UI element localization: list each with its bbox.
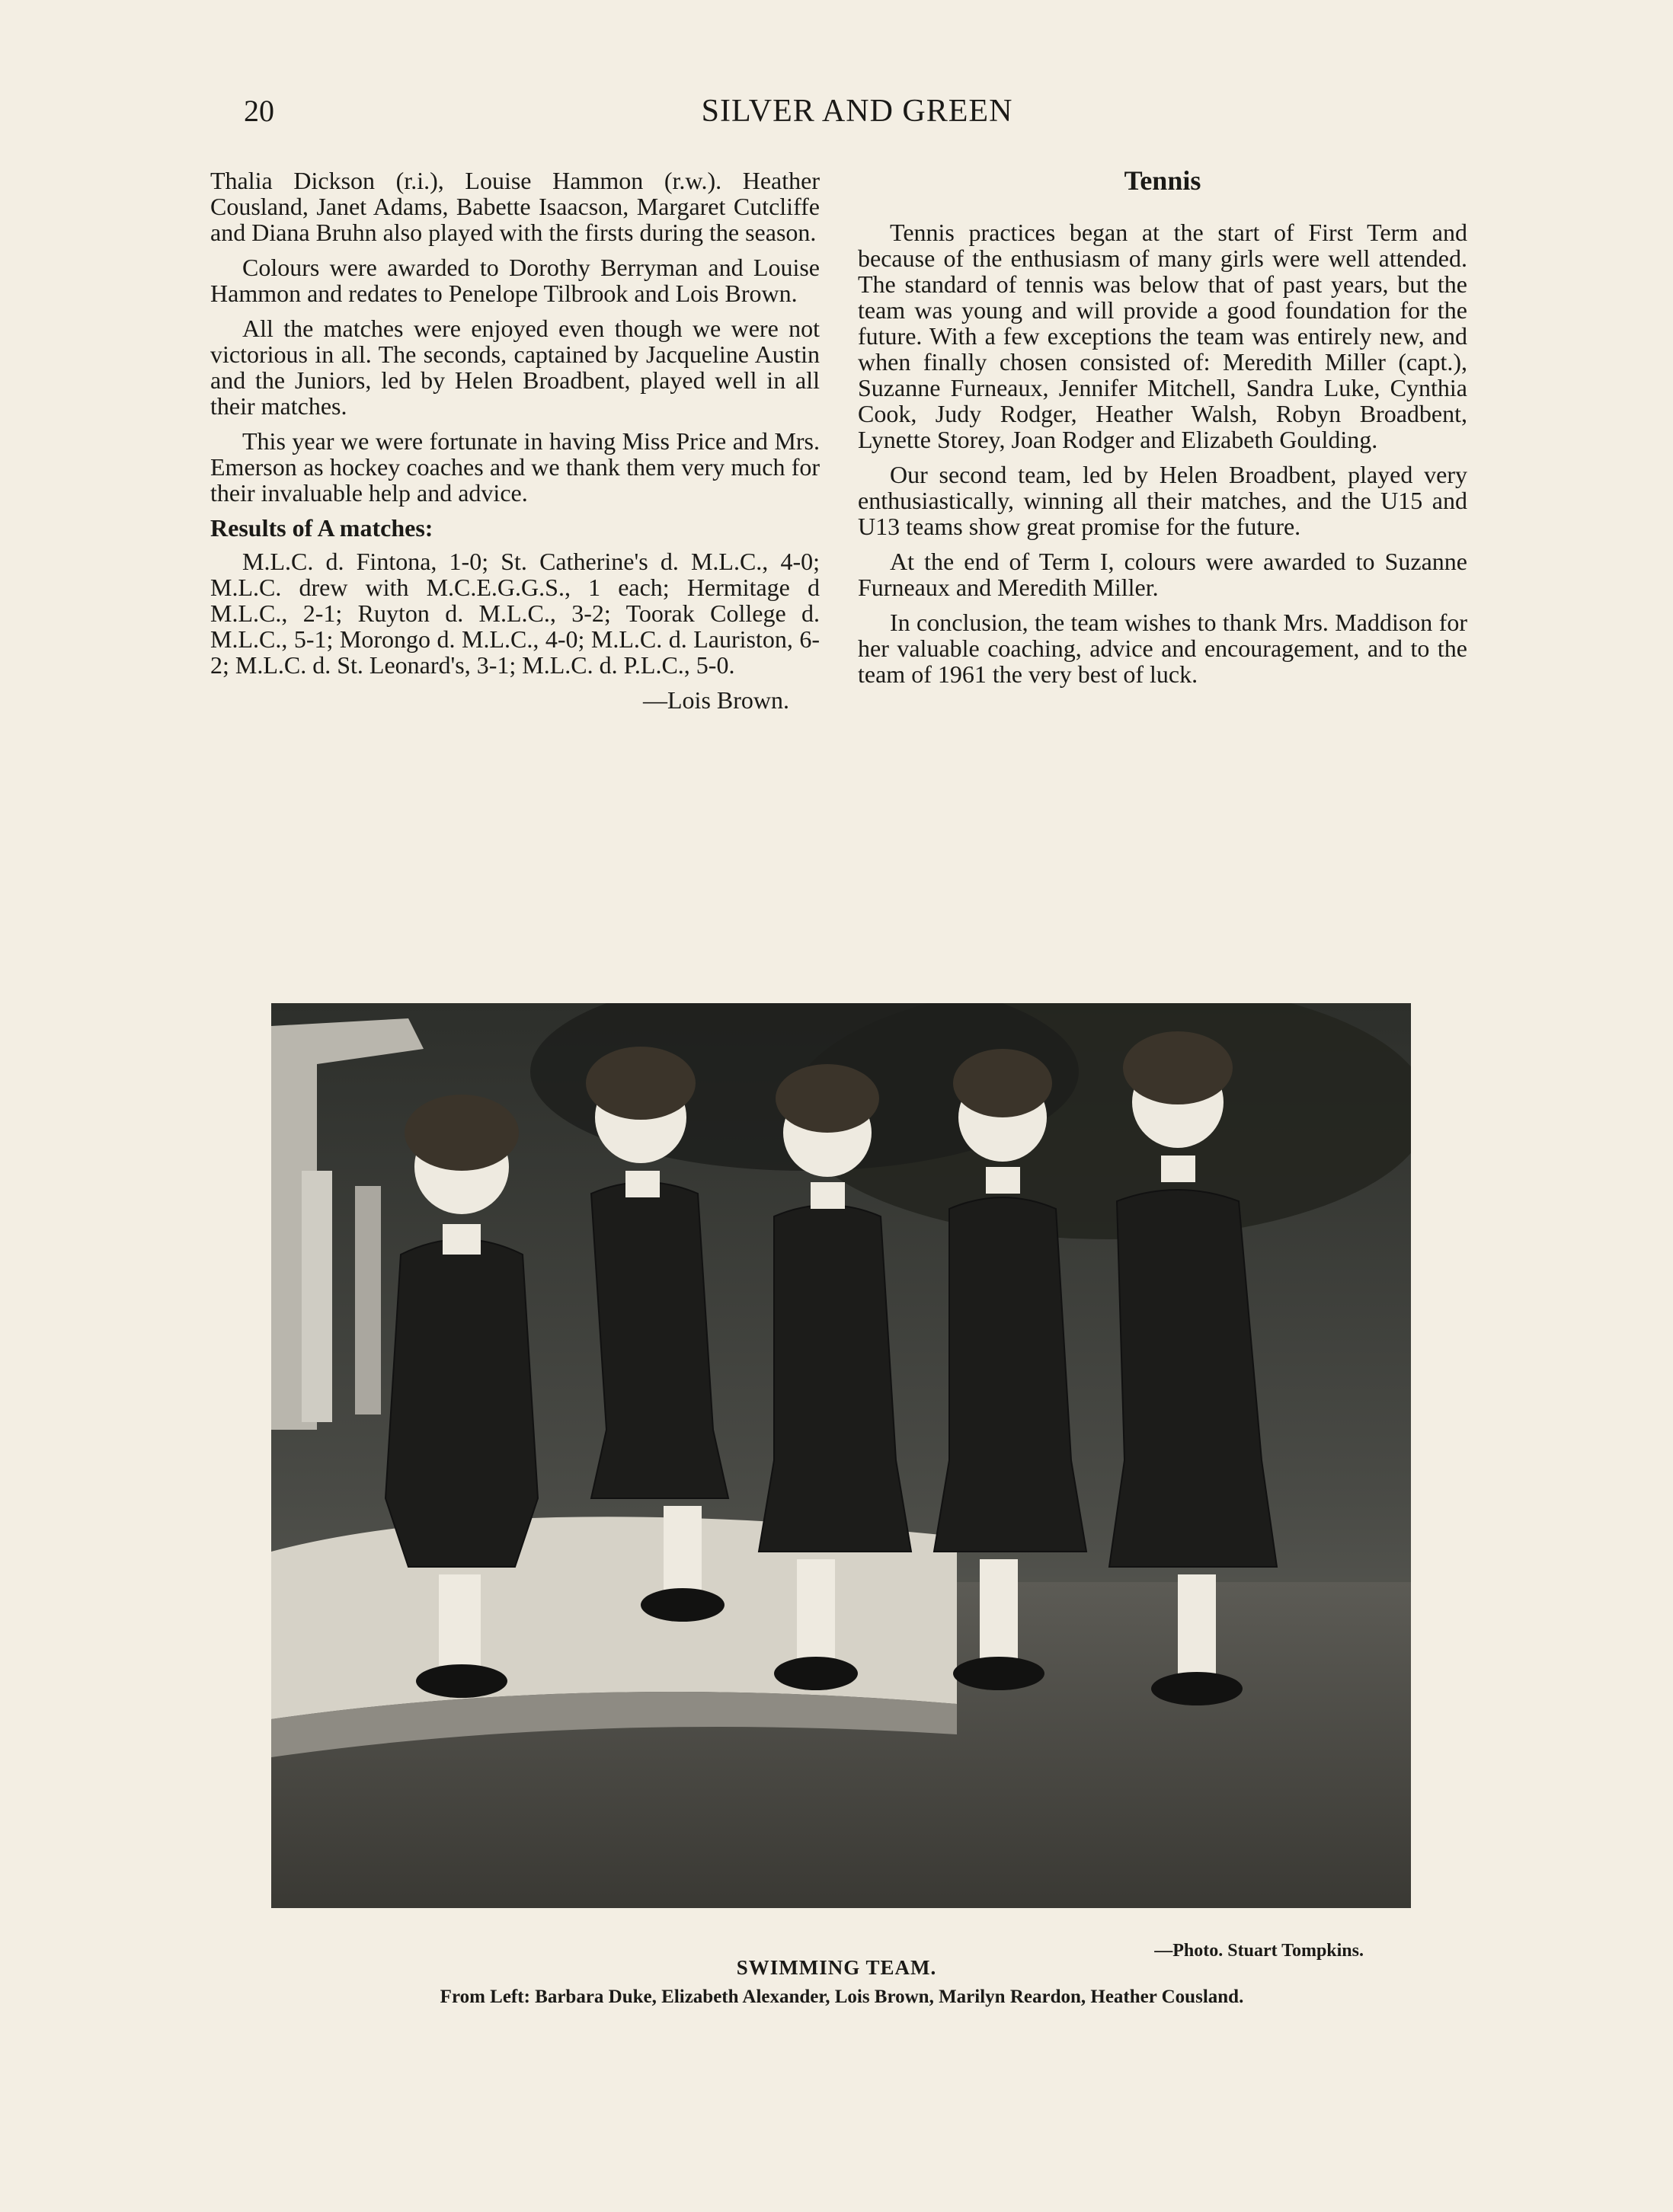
left-column: [210, 168, 820, 722]
right-column: [858, 165, 1467, 696]
author-signature: —Lois Brown.: [643, 686, 789, 714]
photo-illustration: [271, 1003, 1411, 1908]
paragraph: All the matches were enjoyed even though we were not victorious in all. The seconds, captained by Jacqueline Austin and the Juniors, led by Helen Broadbent, played well in all their matches.: [210, 315, 820, 420]
section-heading-tennis: Tennis: [1124, 165, 1201, 196]
paragraph: At the end of Term I, colours were awarded to Suzanne Furneaux and Meredith Miller.: [858, 548, 1467, 601]
team-photograph: [271, 1003, 1411, 1908]
photo-caption-names: From Left: Barbara Duke, Elizabeth Alexander, Lois Brown, Marilyn Reardon, Heather Cousland.: [440, 1987, 1244, 2007]
running-title: SILVER AND GREEN: [701, 94, 1013, 129]
page-number: 20: [244, 94, 274, 128]
results-heading: Results of A matches:: [210, 514, 433, 542]
results-text: M.L.C. d. Fintona, 1-0; St. Catherine's d. M.L.C., 4-0; M.L.C. drew with M.C.E.G.G.S., 1 each; Hermitage d M.L.C., 2-1; Ruyton d. M.L.C., 3-2; Toorak College d. M.L.C., 5-1; Morongo d. M.L.C., 4-0; M.L.C. d. Lauriston, 6-2; M.L.C. d. St. Leonard's, 3-1; M.L.C. d. P.L.C., 5-0.: [210, 548, 820, 679]
photo-credit: —Photo. Stuart Tompkins.: [1154, 1941, 1364, 1961]
page-header: [244, 93, 1470, 139]
paragraph: Thalia Dickson (r.i.), Louise Hammon (r.w.). Heather Cousland, Janet Adams, Babette Isaacson, Margaret Cutcliffe and Diana Bruhn also played with the firsts during the season.: [210, 167, 820, 246]
paragraph: In conclusion, the team wishes to thank Mrs. Maddison for her valuable coaching, advice and encouragement, and to the team of 1961 the very best of luck.: [858, 609, 1467, 688]
photo-caption-title: SWIMMING TEAM.: [736, 1956, 937, 1979]
paragraph: This year we were fortunate in having Miss Price and Mrs. Emerson as hockey coaches and we thank them very much for their invaluable help and advice.: [210, 427, 820, 507]
paragraph: Tennis practices began at the start of First Term and because of the enthusiasm of many girls were well attended. The standard of tennis was below that of past years, but the team was young and will provide a good foundation for the future. With a few exceptions the team was entirely new, and when finally chosen consisted of: Meredith Miller (capt.), Suzanne Furneaux, Jennifer Mitchell, Sandra Luke, Cynthia Cook, Judy Rodger, Heather Walsh, Robyn Broadbent, Lynette Storey, Joan Rodger and Elizabeth Goulding.: [858, 219, 1467, 453]
paragraph: Colours were awarded to Dorothy Berryman and Louise Hammon and redates to Penelope Tilbrook and Lois Brown.: [210, 254, 820, 307]
paragraph: Our second team, led by Helen Broadbent, played very enthusiastically, winning all their matches, and the U15 and U13 teams show great promise for the future.: [858, 461, 1467, 540]
